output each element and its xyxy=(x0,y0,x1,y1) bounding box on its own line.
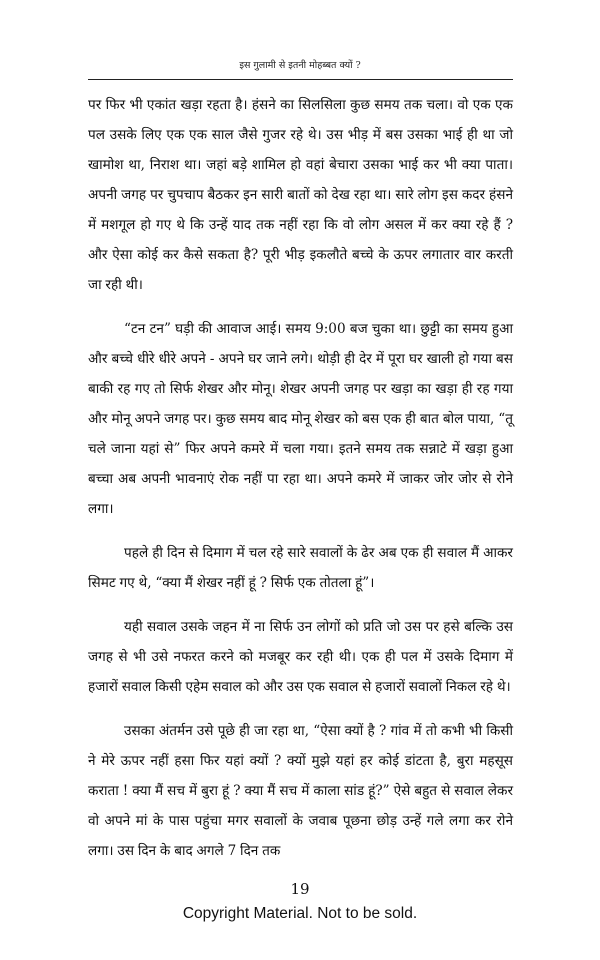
paragraph-4: यही सवाल उसके जहन में ना सिर्फ उन लोगों को प्रति जो उस पर हसे बल्कि उस जगह से भी उसे नफरत करने को मजबूर कर रही थी। एक ही पल में उसके दिमाग में हजारों सवाल किसी एहेम सवाल को और उस एक सवाल से हजारों सवालों निकल रहे थे। xyxy=(88,619,513,695)
paragraph-2: “टन टन” घड़ी की आवाज आई। समय 9:00 बज चुका था। छुट्टी का समय हुआ और बच्चे धीरे धीरे अपने - अपने घर जाने लगे। थोड़ी ही देर में पूरा घर खाली हो गया बस बाकी रह गए तो सिर्फ शेखर और मोनू। शेखर अपनी जगह पर खड़ा का खड़ा ही रह गया और मोनू अपने जगह पर। कुछ समय बाद मोनू शेखर को बस एक ही बात बोल पाया, “तू चले जाना यहां से” फिर अपने कमरे में चला गया। इतने समय तक सन्नाटे में खड़ा हुआ बच्चा अब अपनी भावनाएं रोक नहीं पा रहा था। अपने कमरे में जाकर जोर जोर से रोने लगा। xyxy=(88,321,513,517)
paragraph-5: उसका अंतर्मन उसे पूछे ही जा रहा था, “ऐसा क्यों है ? गांव में तो कभी भी किसी ने मेरे ऊपर नहीं हसा फिर यहां क्यों ? क्यों मुझे यहां हर कोई डांटता है, बुरा महसूस कराता ! क्या मैं सच में बुरा हूं ? क्या मैं सच में काला सांड हूं?” ऐसे बहुत से सवाल लेकर वो अपने मां के पास पहुंचा मगर सवालों के जवाब पूछना छोड़ उन्हें गले लगा कर रोने लगा। उस दिन के बाद अगले 7 दिन तक xyxy=(88,723,513,859)
body-text xyxy=(88,90,513,880)
header-rule xyxy=(88,79,513,80)
copyright-notice: Copyright Material. Not to be sold. xyxy=(182,905,418,922)
running-title: इस गुलामी से इतनी मोहब्बत क्यों ? xyxy=(239,60,361,71)
paragraph-3: पहले ही दिन से दिमाग में चल रहे सारे सवालों के ढेर अब एक ही सवाल मैं आकर सिमट गए थे, “क्या मैं शेखर नहीं हूं ? सिर्फ एक तोतला हूं”। xyxy=(88,545,513,591)
paragraph-1: पर फिर भी एकांत खड़ा रहता है। हंसने का सिलसिला कुछ समय तक चला। वो एक एक पल उसके लिए एक एक साल जैसे गुजर रहे थे। उस भीड़ में बस उसका भाई ही था जो खामोश था, निराश था। जहां बड़े शामिल हो वहां बेचारा उसका भाई कर भी क्या पाता। अपनी जगह पर चुपचाप बैठकर इन सारी बातों को देख रहा था। सारे लोग इस कदर हंसने में मशगूल हो गए थे कि उन्हें याद तक नहीं रहा कि वो लोग असल में कर क्या रहे हैं ? और ऐसा कोई कर कैसे सकता है? पूरी भीड़ इकलौते बच्चे के ऊपर लगातार वार करती जा रही थी। xyxy=(88,97,513,293)
page-number: 19 xyxy=(290,880,310,898)
